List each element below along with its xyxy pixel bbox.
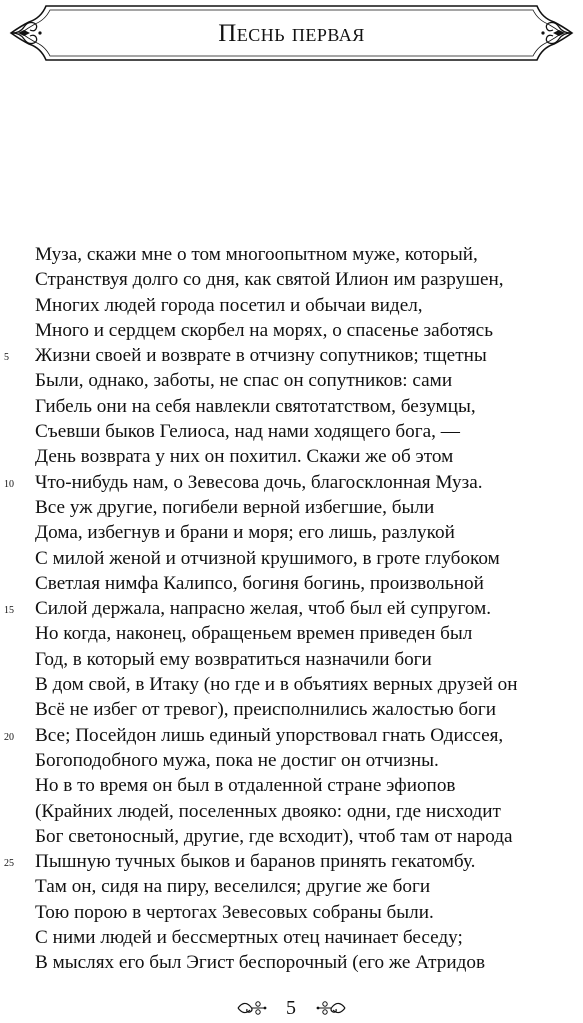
verse-text: Все уж другие, погибели верной избегшие, были (35, 496, 435, 518)
verse-line (0, 495, 583, 520)
verse-text: Бог светоносный, другие, где всходит), чтоб там от народа (35, 825, 513, 847)
verse-line (0, 293, 583, 318)
fleuron-icon (236, 998, 268, 1018)
verse-line (0, 697, 583, 722)
verse-line (0, 773, 583, 798)
verse-text: Все; Посейдон лишь единый упорствовал гнать Одиссея, (35, 724, 504, 746)
verse-text: Гибель они на себя навлекли святотатством, безумцы, (35, 395, 476, 417)
verse-text: Там он, сидя на пиру, веселился; другие же боги (35, 876, 431, 898)
line-number: 5 (4, 352, 9, 364)
verse-line (0, 470, 583, 495)
line-number: 20 (4, 731, 14, 743)
verse-text: Тою порою в чертогах Зевесовых собраны были. (35, 901, 434, 923)
verse-line (0, 394, 583, 419)
verse-text: В дом свой, в Итаку (но где и в объятиях верных друзей он (35, 674, 518, 696)
verse-line (0, 748, 583, 773)
verse-line (0, 900, 583, 925)
verse-text: Силой держала, напрасно желая, чтоб был ей супругом. (35, 598, 492, 620)
verse-text: Пышную тучных быков и баранов принять гекатомбу. (35, 851, 476, 873)
verse-text: Многих людей города посетил и обычаи видел, (35, 294, 423, 316)
verse-line (0, 621, 583, 646)
verse-line (0, 267, 583, 292)
line-number: 15 (4, 605, 14, 617)
verse-line (0, 824, 583, 849)
verse-text: Богоподобного мужа, пока не достиг он отчизны. (35, 749, 439, 771)
chapter-title: Песнь первая (218, 20, 365, 47)
verse-line (0, 520, 583, 545)
verse-line (0, 874, 583, 899)
verse-text: Но в то время он был в отдаленной стране эфиопов (35, 775, 456, 797)
verse-line (0, 950, 583, 975)
verse-line (0, 647, 583, 672)
verse-text: Всё не избег от тревог), преисполнились жалостью боги (35, 699, 497, 721)
verse-line (0, 596, 583, 621)
verse-text: Жизни своей и возврате в отчизну сопутников; тщетны (35, 345, 487, 367)
verse-line (0, 571, 583, 596)
verse-text: С милой женой и отчизной крушимого, в гроте глубоком (35, 547, 500, 569)
verse-text: Странствуя долго со дня, как святой Илион им разрушен, (35, 269, 504, 291)
page-number: 5 (286, 997, 296, 1019)
verse-line (0, 672, 583, 697)
chapter-header (6, 4, 577, 62)
verse-text: В мыслях его был Эгист беспорочный (его же Атридов (35, 952, 486, 974)
verse-line (0, 343, 583, 368)
verse-text: Съевши быков Гелиоса, над нами ходящего бога, — (35, 421, 460, 443)
verse-text: Дома, избегнув и брани и моря; его лишь, разлукой (35, 522, 455, 544)
verse-line (0, 849, 583, 874)
verse-line (0, 546, 583, 571)
verse-text: Год, в который ему возвратиться назначили боги (35, 648, 432, 670)
verse-line (0, 925, 583, 950)
verse-text: Но когда, наконец, обращеньем времен приведен был (35, 623, 473, 645)
verse-line (0, 799, 583, 824)
page-footer (0, 994, 583, 1022)
verse-text: Были, однако, заботы, не спас он сопутников: сами (35, 370, 453, 392)
verse-text: Муза, скажи мне о том многоопытном муже, который, (35, 244, 478, 265)
verse-line (0, 318, 583, 343)
verse-line (0, 723, 583, 748)
line-number: 25 (4, 858, 14, 870)
verse-block (0, 242, 583, 976)
verse-text: Много и сердцем скорбел на морях, о спасенье заботясь (35, 319, 493, 341)
verse-text: День возврата у них он похитил. Скажи же об этом (35, 446, 454, 468)
verse-text: (Крайних людей, поселенных двояко: одни, где нисходит (35, 800, 501, 822)
line-number: 10 (4, 478, 14, 490)
verse-line (0, 419, 583, 444)
verse-line (0, 444, 583, 469)
verse-line (0, 242, 583, 267)
fleuron-icon (315, 998, 347, 1018)
verse-line (0, 368, 583, 393)
verse-text: Что-нибудь нам, о Зевесова дочь, благосклонная Муза. (35, 471, 483, 493)
verse-text: Светлая нимфа Калипсо, богиня богинь, произвольной (35, 572, 484, 594)
verse-text: С ними людей и бессмертных отец начинает беседу; (35, 927, 463, 949)
